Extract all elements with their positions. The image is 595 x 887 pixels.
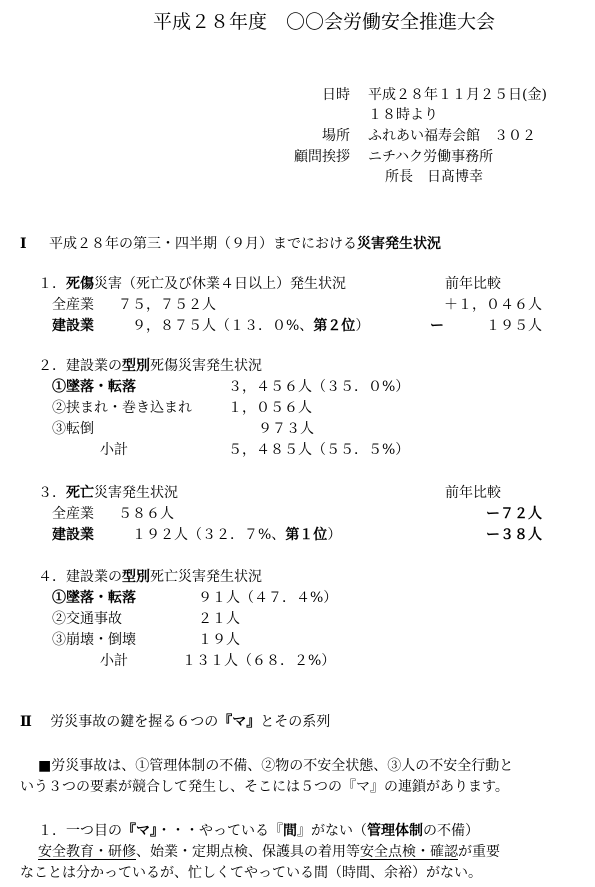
item1-a: 一つ目の	[66, 823, 122, 839]
section1-heading-bold: 災害発生状況	[357, 236, 442, 252]
section1-number: Ⅰ	[20, 236, 27, 252]
s4-row2-label: ②交通事故	[52, 611, 122, 627]
s3-compare-label: 前年比較	[445, 485, 501, 501]
place-value: ふれあい福寿会館 ３０２	[368, 128, 536, 144]
s2-number: ２．	[38, 358, 66, 374]
advisor-label: 顧問挨拶	[294, 149, 350, 165]
item1-number: １．	[38, 823, 66, 839]
date-value: 平成２８年１１月２５日(金)	[368, 87, 547, 103]
s1-title-rest: 災害（死亡及び休業４日以上）発生状況	[94, 276, 346, 292]
section2-para-line2: いう３つの要素が競合して発生し、そこには５つの『マ』の連鎖があります。	[20, 779, 509, 795]
section2-number: Ⅱ	[20, 714, 32, 730]
s1-row2-label: 建設業	[52, 318, 94, 334]
item1-e: 』がない（	[297, 823, 367, 839]
item1-line2	[38, 843, 500, 861]
item1-management: 管理体制	[367, 823, 423, 839]
s1-row2-value-a: ９，８７５人（１３．０%、	[132, 318, 314, 334]
s2-title-bold: 型別	[122, 358, 150, 374]
item1-l2-d: が重要	[458, 844, 500, 860]
s4-row1-label: ①墜落・転落	[52, 590, 136, 606]
section2-heading-c: とその系列	[260, 714, 331, 730]
s4-title-a: 建設業の	[66, 569, 122, 585]
s2-row1-label: ①墜落・転落	[52, 379, 136, 395]
s4-number: ４．	[38, 569, 66, 585]
s1-number: １．	[38, 276, 66, 292]
page-title: 平成２８年度 〇〇会労働安全推進大会	[153, 11, 496, 33]
item1-line1	[38, 822, 479, 840]
s3-row1-value: ５８６人	[118, 506, 174, 522]
s1-row1-diff: ＋１，０４６人	[444, 297, 542, 313]
s1-title	[38, 275, 346, 293]
s4-row3-value: １９人	[198, 632, 240, 648]
s4-title	[38, 568, 262, 586]
advisor-org: ニチハク労働事務所	[368, 149, 494, 165]
place-label: 場所	[322, 128, 350, 144]
s1-row2-diff-sign: ー	[430, 318, 444, 334]
s3-row2-label: 建設業	[52, 527, 94, 543]
s1-row1-label: 全産業	[52, 297, 94, 313]
s3-row2-diff: ー３８人	[486, 527, 542, 543]
s3-number: ３．	[38, 485, 66, 501]
item1-c: ・・・やっている『	[157, 823, 283, 839]
s3-row2-value	[132, 526, 341, 544]
s3-title	[38, 484, 178, 502]
section2-heading-a: 労災事故の鍵を握る６つの	[50, 714, 219, 730]
s2-subtotal-label: 小計	[100, 442, 128, 458]
item1-g: の不備）	[423, 823, 479, 839]
s1-row1-value: ７５，７５２人	[118, 297, 216, 313]
s2-row3-value: ９７３人	[258, 421, 314, 437]
s2-title	[38, 357, 262, 375]
s2-subtotal-value: ５，４８５人（５５．５%）	[228, 442, 410, 458]
item1-l2-b: 、始業・定期点検、保護具の着用等	[136, 844, 360, 860]
s3-row1-diff: ー７２人	[486, 506, 542, 522]
s4-subtotal-value: １３１人（６８．２%）	[182, 653, 336, 669]
s3-row2-value-a: １９２人（３２．７%、	[132, 527, 286, 543]
item1-safety-education: 安全教育・研修	[38, 844, 136, 860]
s3-row2-rank: 第１位	[285, 527, 328, 543]
s4-title-bold: 型別	[122, 569, 150, 585]
s1-row2-rank: 第２位	[313, 318, 356, 334]
s4-title-b: 死亡災害発生状況	[150, 569, 262, 585]
section2-para-line1: ■労災事故は、①管理体制の不備、②物の不安全状態、③人の不安全行動と	[38, 758, 514, 774]
s2-title-a: 建設業の	[66, 358, 122, 374]
s4-row1-value: ９１人（４７．４%）	[198, 590, 338, 606]
s1-compare-label: 前年比較	[445, 276, 501, 292]
section2-heading-bold: 『マ』	[218, 714, 261, 730]
s2-row1-value: ３，４５６人（３５．０%）	[228, 379, 410, 395]
s2-title-b: 死傷災害発生状況	[150, 358, 262, 374]
advisor-name: 所長 日髙博幸	[385, 169, 483, 185]
s4-row3-label: ③崩壊・倒壊	[52, 632, 136, 648]
s1-title-bold: 死傷	[66, 276, 94, 292]
s2-row3-label: ③転倒	[52, 421, 94, 437]
section1-heading	[20, 235, 441, 253]
s3-title-bold: 死亡	[66, 485, 94, 501]
time-value: １８時より	[368, 107, 438, 123]
s2-row2-label: ②挟まれ・巻き込まれ	[52, 400, 192, 416]
item1-ma-kanji: 間	[283, 823, 297, 839]
s3-row1-label: 全産業	[52, 506, 94, 522]
s1-row2-value-c: ）	[355, 318, 370, 334]
s3-title-rest: 災害発生状況	[94, 485, 178, 501]
s1-row2-value	[132, 317, 369, 335]
date-label: 日時	[322, 87, 350, 103]
item1-safety-check: 安全点検・確認	[360, 844, 458, 860]
section2-heading	[20, 713, 330, 731]
s4-subtotal-label: 小計	[100, 653, 128, 669]
s3-row2-value-c: ）	[327, 527, 342, 543]
section1-heading-text: 平成２８年の第三・四半期（９月）までにおける	[49, 236, 358, 252]
item1-line3: なことは分かっているが、忙しくてやっている間（時間、余裕）がない。	[20, 865, 482, 881]
item1-ma: 『マ』	[122, 823, 157, 839]
s2-row2-value: １，０５６人	[228, 400, 312, 416]
s4-row2-value: ２１人	[198, 611, 240, 627]
s1-row2-diff-value: １９５人	[486, 318, 542, 334]
